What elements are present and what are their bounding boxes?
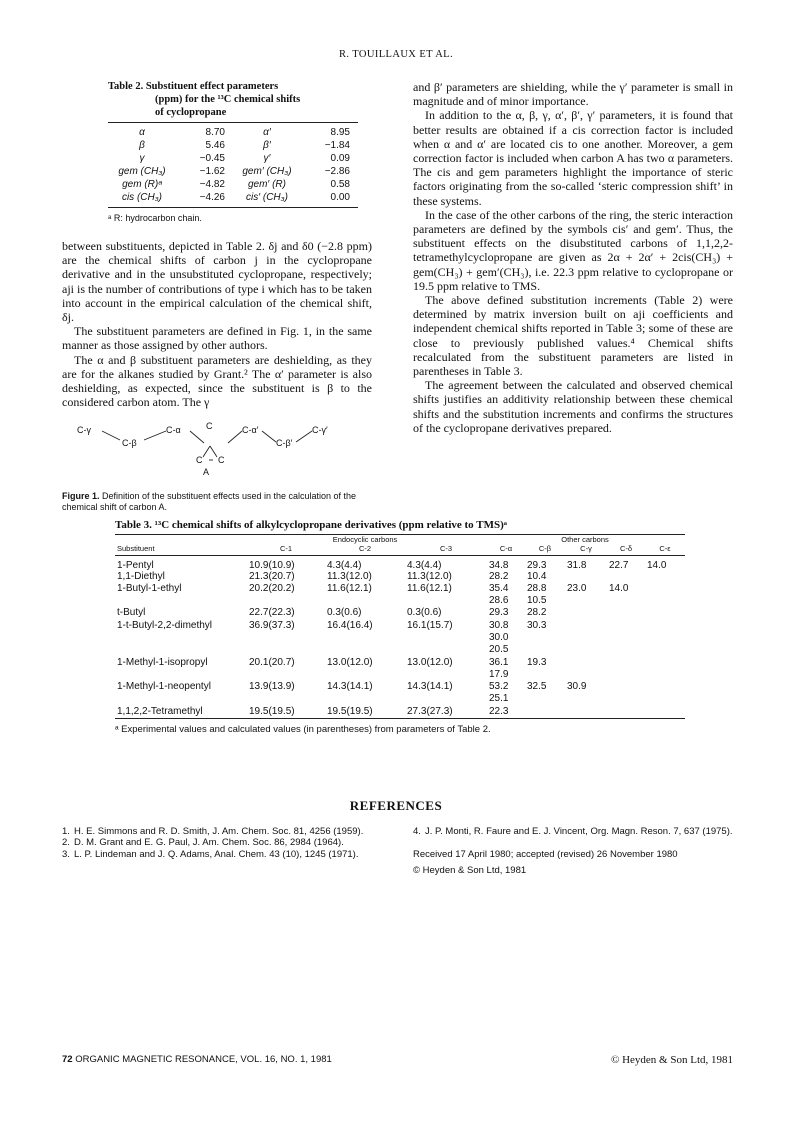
- references-title: REFERENCES: [349, 798, 443, 813]
- parameter-value: 8.95: [330, 127, 350, 138]
- reference-item: [413, 826, 743, 837]
- parameter-name: cis′ (CH₃): [245, 192, 288, 203]
- shift-cell: 20.2(20.2): [249, 582, 295, 594]
- shift-cell: [645, 644, 685, 656]
- shift-cell: [405, 632, 487, 644]
- reference-number: 1.: [62, 826, 70, 837]
- shift-cell: 20.5: [489, 644, 509, 656]
- paragraph: between substituents, depicted in Table 2. δj and δ0 (−2.8 ppm) are the chemical shifts of carbon j in the cyclopropane derivative and in the unsubstituted cyclopropane, respectively; aji is the number of contributions of type i which has to be taken into account in the empirical calculation of the chemical shift, δj.: [62, 239, 372, 325]
- paragraph: and β′ parameters are shielding, while the γ′ parameter is small in magnitude and of minor importance.: [413, 80, 733, 109]
- shift-cell: 10.9(10.9): [249, 559, 295, 571]
- shift-cell: 28.2: [527, 607, 547, 619]
- table2-row: [108, 126, 358, 139]
- table3-caption: Table 3. ¹³C chemical shifts of alkylcyclopropane derivatives (ppm relative to TMS)ᵃ: [115, 519, 507, 531]
- figure1-diagram: [62, 421, 372, 489]
- shift-cell: 16.4(16.4): [327, 619, 373, 631]
- paragraph: The substituent parameters are defined in Fig. 1, in the same manner as those assigned by other authors.: [62, 324, 372, 353]
- references-copyright: © Heyden & Son Ltd, 1981: [413, 864, 527, 876]
- shift-cell: [247, 595, 325, 607]
- shift-cell: 11.3(12.0): [327, 570, 372, 582]
- column-header: C-3: [405, 544, 487, 555]
- parameter-name: γ′: [263, 153, 271, 164]
- shift-cell: 30.9: [567, 681, 587, 693]
- shift-cell: [607, 607, 645, 619]
- table3-footnote: ᵃ Experimental values and calculated values (in parentheses) from parameters of Table 2.: [115, 723, 491, 735]
- column-header: C-2: [325, 544, 405, 555]
- label-c-alpha: C-α: [166, 425, 181, 436]
- shift-cell: [247, 644, 325, 656]
- column-header: C-α: [487, 544, 525, 555]
- shift-cell: 0.3(0.6): [407, 607, 442, 619]
- shift-cell: [565, 706, 607, 718]
- shift-cell: 14.0: [647, 559, 667, 571]
- substituent-cell: 1-Methyl-1-isopropyl: [117, 656, 208, 668]
- column-header: C-δ: [607, 544, 645, 555]
- reference-text: L. P. Lindeman and J. Q. Adams, Anal. Chem. 43 (10), 1245 (1971).: [74, 848, 359, 860]
- shift-cell: [645, 669, 685, 681]
- table2-row: [108, 152, 358, 165]
- shift-cell: [247, 632, 325, 644]
- table-row: [115, 583, 685, 595]
- table-row: [115, 657, 685, 669]
- column-header: C-β: [525, 544, 565, 555]
- substituent-cell: 1,1,2,2-Tetramethyl: [115, 706, 247, 718]
- substituent-cell: 1-Butyl-1-ethyl: [117, 582, 182, 594]
- reference-text: H. E. Simmons and R. D. Smith, J. Am. Chem. Soc. 81, 4256 (1959).: [74, 826, 364, 837]
- shift-cell: [525, 644, 565, 656]
- shift-cell: 17.9: [489, 668, 509, 680]
- shift-cell: [645, 681, 685, 693]
- parameter-value: −1.62: [199, 166, 225, 177]
- shift-cell: [607, 681, 645, 693]
- shift-cell: [525, 669, 565, 681]
- shift-cell: [565, 571, 607, 583]
- table3-group-header: [115, 535, 685, 544]
- table-row: [115, 607, 685, 619]
- table-row: [115, 644, 685, 656]
- table2-caption-line1: Substituent effect parameters: [145, 81, 279, 92]
- parameter-value: 5.46: [205, 140, 225, 151]
- shift-cell: 13.9(13.9): [249, 681, 295, 693]
- group-endocyclic: Endocyclic carbons: [332, 535, 398, 544]
- shift-cell: [645, 583, 685, 595]
- shift-cell: 13.0(12.0): [407, 656, 453, 668]
- shift-cell: 28.8: [527, 582, 547, 594]
- shift-cell: [565, 669, 607, 681]
- reference-number: 3.: [62, 848, 70, 860]
- right-column: [413, 80, 733, 435]
- table-row: [115, 681, 685, 693]
- shift-cell: 25.1: [489, 693, 509, 705]
- shift-cell: 34.8: [489, 559, 509, 571]
- received-date: Received 17 April 1980; accepted (revised) 26 November 1980: [413, 849, 678, 861]
- shift-cell: [645, 607, 685, 619]
- shift-cell: [645, 632, 685, 644]
- shift-cell: 32.5: [527, 681, 547, 693]
- table3-grid: [115, 535, 685, 719]
- substituent-cell: [115, 595, 247, 607]
- shift-cell: 22.7: [609, 559, 629, 571]
- shift-cell: [525, 632, 565, 644]
- substituent-cell: [115, 644, 247, 656]
- parameter-name: gem′ (CH₃): [242, 166, 292, 177]
- shift-cell: 31.8: [567, 559, 587, 571]
- shift-cell: 22.7(22.3): [249, 607, 295, 619]
- shift-cell: 10.4: [527, 570, 547, 582]
- shift-cell: 30.3: [527, 619, 547, 631]
- shift-cell: [607, 595, 645, 607]
- table-row: [115, 669, 685, 681]
- shift-cell: 0.3(0.6): [327, 607, 362, 619]
- shift-cell: [565, 595, 607, 607]
- table3-column-header: [115, 544, 685, 555]
- table2: [108, 122, 358, 208]
- shift-cell: 35.4: [489, 582, 509, 594]
- paragraph: In addition to the α, β, γ, α′, β′, γ′ parameters, it is found that better results are obtained if a cis correction factor is included when α and α′ are located cis to one another. Moreover, a gem correction factor is included when carbon A has two α parameters. The cis and gem parameters highlight the importance of steric factors originating from the so-called ‘steric compression shift’ in these systems.: [413, 108, 733, 208]
- reference-text: D. M. Grant and E. G. Paul, J. Am. Chem. Soc. 86, 2984 (1964).: [74, 837, 344, 849]
- substituent-cell: t-Butyl: [117, 607, 146, 619]
- shift-cell: 28.6: [489, 595, 509, 607]
- shift-cell: [247, 693, 325, 705]
- table-row: [115, 555, 685, 571]
- label-c-gamma-prime: C-γ′: [312, 425, 328, 436]
- shift-cell: [645, 657, 685, 669]
- shift-cell: [645, 693, 685, 705]
- table2-row: [108, 139, 358, 152]
- references-left: [62, 826, 387, 860]
- shift-cell: 14.0: [609, 582, 629, 594]
- substituent-cell: [115, 693, 247, 705]
- shift-cell: [645, 595, 685, 607]
- journal-name: ORGANIC MAGNETIC RESONANCE, VOL. 16, NO. 1, 1981: [75, 1054, 332, 1065]
- parameter-value: −2.86: [324, 166, 350, 177]
- shift-cell: [405, 693, 487, 705]
- label-c-gamma: C-γ: [77, 425, 91, 436]
- parameter-value: −0.45: [199, 153, 225, 164]
- table2-footnote: ᵃ R: hydrocarbon chain.: [108, 213, 202, 223]
- shift-cell: 4.3(4.4): [407, 559, 442, 571]
- shift-cell: 19.3: [527, 656, 547, 668]
- paragraph: The α and β substituent parameters are deshielding, as they are for the alkanes studied by Grant.² The α′ parameter is also deshielding, as expected, since the substituent is β to the considered carbon atom. The γ: [62, 352, 372, 410]
- left-body-text: [62, 239, 372, 409]
- shift-cell: [645, 571, 685, 583]
- label-c-alpha-prime: C-α′: [242, 425, 259, 436]
- reference-item: [62, 826, 387, 837]
- table-row: [115, 595, 685, 607]
- shift-cell: 30.8: [489, 619, 509, 631]
- parameter-name: α′: [263, 127, 271, 138]
- shift-cell: [607, 620, 645, 632]
- figure1-caption: [62, 491, 372, 513]
- shift-cell: [525, 706, 565, 718]
- shift-cell: 29.3: [489, 607, 509, 619]
- parameter-value: 0.09: [330, 153, 350, 164]
- table2-caption-line3: of cyclopropane: [155, 107, 227, 118]
- shift-cell: 53.2: [489, 681, 509, 693]
- references-right: [413, 826, 743, 876]
- shift-cell: 11.6(12.1): [407, 582, 452, 594]
- shift-cell: [607, 693, 645, 705]
- column-header: Substituent: [115, 544, 247, 555]
- shift-cell: [325, 669, 405, 681]
- left-column: [62, 80, 372, 513]
- table-row: [115, 632, 685, 644]
- paragraph: The above defined substitution increments (Table 2) were determined by matrix inversion built on aji coefficients and independent chemical shifts reported in Table 3; some of these are close to previously published values.⁴ Chemical shifts recalculated from the substituent parameters are listed in parentheses in Table 3.: [413, 293, 733, 379]
- shift-cell: 21.3(20.7): [249, 570, 295, 582]
- parameter-value: −4.26: [199, 192, 225, 203]
- shift-cell: 36.9(37.3): [249, 619, 295, 631]
- reference-item: [62, 837, 387, 848]
- shift-cell: 30.0: [489, 631, 509, 643]
- shift-cell: 29.3: [527, 559, 547, 571]
- shift-cell: [565, 620, 607, 632]
- label-c-top: C: [206, 421, 213, 432]
- column-header: C-ε: [645, 544, 685, 555]
- label-carbon-a: A: [203, 467, 210, 478]
- shift-cell: [325, 595, 405, 607]
- table-row: [115, 620, 685, 632]
- shift-cell: 23.0: [567, 582, 587, 594]
- shift-cell: 14.3(14.1): [407, 681, 453, 693]
- reference-text: J. P. Monti, R. Faure and E. J. Vincent, Org. Magn. Reson. 7, 637 (1975).: [425, 826, 733, 837]
- paragraph: The agreement between the calculated and observed chemical shifts justifies an additivity relationship between these chemical shifts and the substitution increments and confirms the structures of the cyclopropane derivatives prepared.: [413, 378, 733, 435]
- footer-copyright: © Heyden & Son Ltd, 1981: [610, 1054, 733, 1066]
- group-other: Other carbons: [561, 535, 609, 544]
- shift-cell: [565, 607, 607, 619]
- figure1-caption-text: Definition of the substituent effects used in the calculation of the chemical shift of carbon A.: [62, 491, 357, 513]
- parameter-value: −1.84: [324, 140, 350, 151]
- shift-cell: [607, 571, 645, 583]
- label-c-left: C: [196, 455, 203, 466]
- parameter-name: α: [139, 127, 145, 138]
- shift-cell: [325, 632, 405, 644]
- shift-cell: [525, 693, 565, 705]
- table-row: [115, 571, 685, 583]
- parameter-name: β: [139, 140, 145, 151]
- figure1-caption-label: Figure 1.: [62, 491, 100, 502]
- shift-cell: 14.3(14.1): [327, 681, 373, 693]
- shift-cell: 10.5: [527, 595, 547, 607]
- table2-row: [108, 178, 358, 191]
- table2-row: [108, 165, 358, 178]
- shift-cell: [565, 632, 607, 644]
- parameter-value: −4.82: [199, 179, 225, 190]
- table2-caption: [108, 80, 338, 119]
- reference-number: 2.: [62, 837, 70, 849]
- substituent-cell: [115, 632, 247, 644]
- shift-cell: [405, 644, 487, 656]
- shift-cell: [565, 657, 607, 669]
- shift-cell: [325, 644, 405, 656]
- shift-cell: 11.6(12.1): [327, 582, 372, 594]
- label-c-beta: C-β: [122, 438, 137, 449]
- label-c-beta-prime: C-β′: [276, 438, 293, 449]
- table-row: [115, 693, 685, 705]
- shift-cell: 13.0(12.0): [327, 656, 373, 668]
- parameter-name: β′: [263, 140, 271, 151]
- shift-cell: 19.5(19.5): [325, 706, 405, 718]
- parameter-name: gem′ (R): [247, 179, 286, 190]
- substituent-cell: 1-Methyl-1-neopentyl: [117, 681, 211, 693]
- shift-cell: [607, 657, 645, 669]
- shift-cell: 22.3: [487, 706, 525, 718]
- shift-cell: [607, 706, 645, 718]
- paragraph: In the case of the other carbons of the ring, the steric interaction parameters are defined by the symbols cis′ and gem′. Thus, the substituent effects on the disubstituted carbons of 1,1,2,2-tetramethylcyclopropane are given as 2α + 2α′ + 2cis(CH₃) + gem(CH₃) + gem′(CH₃), i.e. 22.3 ppm relative to cyclopropane or 19.5 ppm relative to TMS.: [413, 207, 733, 293]
- parameter-value: 8.70: [205, 127, 225, 138]
- shift-cell: [645, 620, 685, 632]
- shift-cell: [247, 669, 325, 681]
- table2-caption-line2: (ppm) for the ¹³C chemical shifts: [155, 94, 301, 105]
- parameter-name: gem (CH₃): [118, 166, 166, 177]
- running-head: R. TOUILLAUX ET AL.: [338, 49, 454, 60]
- footer-left: [62, 1054, 332, 1065]
- shift-cell: 20.1(20.7): [249, 656, 295, 668]
- substituent-cell: 1-Pentyl: [117, 559, 154, 571]
- shift-cell: 11.3(12.0): [407, 570, 452, 582]
- parameter-name: gem (R)ᵃ: [122, 179, 162, 190]
- column-header: C-γ: [565, 544, 607, 555]
- parameter-value: 0.00: [330, 192, 350, 203]
- page-number: 72: [62, 1054, 73, 1065]
- shift-cell: [405, 595, 487, 607]
- parameter-name: γ: [139, 153, 145, 164]
- shift-cell: [405, 669, 487, 681]
- shift-cell: 4.3(4.4): [327, 559, 362, 571]
- parameter-value: 0.58: [330, 179, 350, 190]
- shift-cell: [607, 644, 645, 656]
- shift-cell: 16.1(15.7): [407, 619, 453, 631]
- reference-number: 4.: [413, 826, 421, 837]
- shift-cell: 27.3(27.3): [405, 706, 487, 718]
- table2-grid: [108, 126, 358, 204]
- shift-cell: [565, 693, 607, 705]
- shift-cell: 36.1: [489, 656, 509, 668]
- shift-cell: 19.5(19.5): [247, 706, 325, 718]
- substituent-cell: 1,1-Diethyl: [117, 570, 165, 582]
- shift-cell: [325, 693, 405, 705]
- substituent-cell: [115, 669, 247, 681]
- shift-cell: [565, 644, 607, 656]
- table2-row: [108, 191, 358, 204]
- shift-cell: [645, 706, 685, 718]
- shift-cell: 28.2: [489, 570, 509, 582]
- shift-cell: [607, 669, 645, 681]
- substituent-cell: 1-t-Butyl-2,2-dimethyl: [117, 619, 213, 631]
- column-header: C-1: [247, 544, 325, 555]
- reference-item: [62, 849, 387, 860]
- parameter-name: cis (CH₃): [121, 192, 163, 203]
- table3: [115, 519, 685, 735]
- table-row: [115, 706, 685, 718]
- shift-cell: [607, 632, 645, 644]
- table2-caption-label: Table 2.: [108, 81, 144, 92]
- label-c-right: C: [218, 455, 225, 466]
